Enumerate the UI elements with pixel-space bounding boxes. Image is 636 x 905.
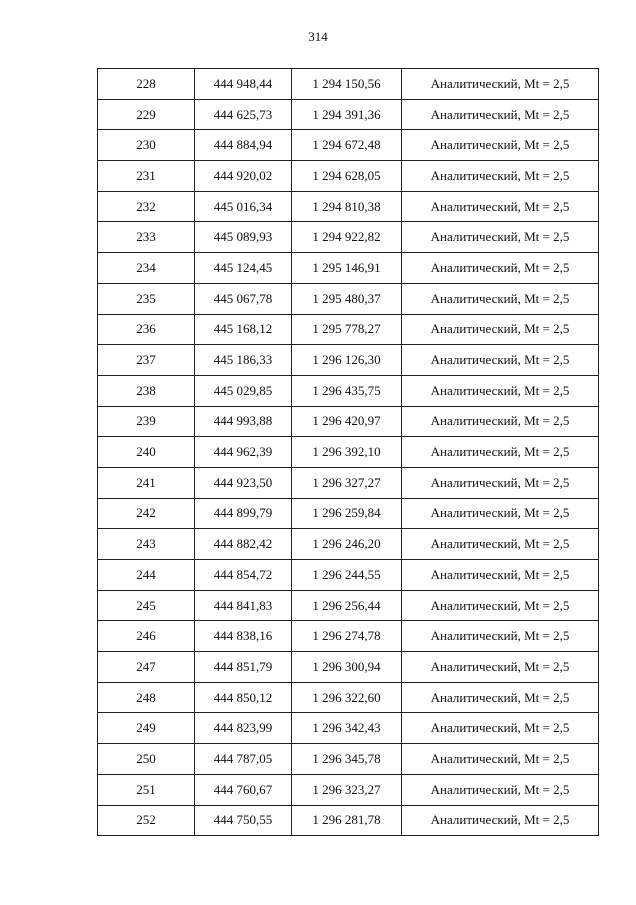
y-coordinate-cell: 1 294 150,56 xyxy=(292,69,402,100)
table-row xyxy=(98,253,599,284)
x-coordinate-cell: 444 884,94 xyxy=(195,130,292,161)
x-coordinate-cell: 444 882,42 xyxy=(195,529,292,560)
y-coordinate-cell: 1 296 342,43 xyxy=(292,713,402,744)
table-row xyxy=(98,314,599,345)
y-coordinate-cell: 1 296 392,10 xyxy=(292,437,402,468)
point-number-cell: 236 xyxy=(98,314,195,345)
method-cell: Аналитический, Mt = 2,5 xyxy=(402,744,599,775)
point-number-cell: 248 xyxy=(98,682,195,713)
method-cell: Аналитический, Mt = 2,5 xyxy=(402,283,599,314)
y-coordinate-cell: 1 296 435,75 xyxy=(292,375,402,406)
x-coordinate-cell: 444 841,83 xyxy=(195,590,292,621)
y-coordinate-cell: 1 296 323,27 xyxy=(292,774,402,805)
method-cell: Аналитический, Mt = 2,5 xyxy=(402,161,599,192)
table-row xyxy=(98,406,599,437)
table-row xyxy=(98,467,599,498)
x-coordinate-cell: 444 850,12 xyxy=(195,682,292,713)
method-cell: Аналитический, Mt = 2,5 xyxy=(402,560,599,591)
method-cell: Аналитический, Mt = 2,5 xyxy=(402,406,599,437)
point-number-cell: 252 xyxy=(98,805,195,836)
method-cell: Аналитический, Mt = 2,5 xyxy=(402,467,599,498)
table-row xyxy=(98,283,599,314)
method-cell: Аналитический, Mt = 2,5 xyxy=(402,590,599,621)
method-cell: Аналитический, Mt = 2,5 xyxy=(402,682,599,713)
table-row xyxy=(98,69,599,100)
x-coordinate-cell: 445 029,85 xyxy=(195,375,292,406)
x-coordinate-cell: 444 854,72 xyxy=(195,560,292,591)
table-row xyxy=(98,805,599,836)
table-row xyxy=(98,713,599,744)
method-cell: Аналитический, Mt = 2,5 xyxy=(402,99,599,130)
x-coordinate-cell: 445 089,93 xyxy=(195,222,292,253)
y-coordinate-cell: 1 296 244,55 xyxy=(292,560,402,591)
method-cell: Аналитический, Mt = 2,5 xyxy=(402,314,599,345)
table-row xyxy=(98,130,599,161)
y-coordinate-cell: 1 296 327,27 xyxy=(292,467,402,498)
table-row xyxy=(98,560,599,591)
x-coordinate-cell: 444 923,50 xyxy=(195,467,292,498)
point-number-cell: 234 xyxy=(98,253,195,284)
y-coordinate-cell: 1 295 480,37 xyxy=(292,283,402,314)
method-cell: Аналитический, Mt = 2,5 xyxy=(402,253,599,284)
x-coordinate-cell: 444 899,79 xyxy=(195,498,292,529)
y-coordinate-cell: 1 296 246,20 xyxy=(292,529,402,560)
method-cell: Аналитический, Mt = 2,5 xyxy=(402,652,599,683)
point-number-cell: 242 xyxy=(98,498,195,529)
table-row xyxy=(98,345,599,376)
table-row xyxy=(98,375,599,406)
y-coordinate-cell: 1 296 300,94 xyxy=(292,652,402,683)
method-cell: Аналитический, Mt = 2,5 xyxy=(402,191,599,222)
point-number-cell: 239 xyxy=(98,406,195,437)
point-number-cell: 235 xyxy=(98,283,195,314)
x-coordinate-cell: 444 962,39 xyxy=(195,437,292,468)
x-coordinate-cell: 445 168,12 xyxy=(195,314,292,345)
table-row xyxy=(98,682,599,713)
method-cell: Аналитический, Mt = 2,5 xyxy=(402,69,599,100)
table-row xyxy=(98,744,599,775)
table-row xyxy=(98,222,599,253)
point-number-cell: 246 xyxy=(98,621,195,652)
method-cell: Аналитический, Mt = 2,5 xyxy=(402,375,599,406)
method-cell: Аналитический, Mt = 2,5 xyxy=(402,437,599,468)
table-row xyxy=(98,652,599,683)
x-coordinate-cell: 445 124,45 xyxy=(195,253,292,284)
coordinates-table xyxy=(97,68,599,836)
y-coordinate-cell: 1 296 345,78 xyxy=(292,744,402,775)
point-number-cell: 244 xyxy=(98,560,195,591)
point-number-cell: 233 xyxy=(98,222,195,253)
y-coordinate-cell: 1 294 922,82 xyxy=(292,222,402,253)
point-number-cell: 249 xyxy=(98,713,195,744)
point-number-cell: 243 xyxy=(98,529,195,560)
method-cell: Аналитический, Mt = 2,5 xyxy=(402,222,599,253)
method-cell: Аналитический, Mt = 2,5 xyxy=(402,529,599,560)
x-coordinate-cell: 445 016,34 xyxy=(195,191,292,222)
point-number-cell: 245 xyxy=(98,590,195,621)
table-row xyxy=(98,774,599,805)
point-number-cell: 241 xyxy=(98,467,195,498)
table-row xyxy=(98,161,599,192)
point-number-cell: 228 xyxy=(98,69,195,100)
method-cell: Аналитический, Mt = 2,5 xyxy=(402,713,599,744)
table-row xyxy=(98,529,599,560)
point-number-cell: 229 xyxy=(98,99,195,130)
point-number-cell: 238 xyxy=(98,375,195,406)
y-coordinate-cell: 1 296 274,78 xyxy=(292,621,402,652)
point-number-cell: 232 xyxy=(98,191,195,222)
point-number-cell: 240 xyxy=(98,437,195,468)
x-coordinate-cell: 444 625,73 xyxy=(195,99,292,130)
table-row xyxy=(98,437,599,468)
method-cell: Аналитический, Mt = 2,5 xyxy=(402,805,599,836)
table-row xyxy=(98,498,599,529)
point-number-cell: 231 xyxy=(98,161,195,192)
point-number-cell: 250 xyxy=(98,744,195,775)
x-coordinate-cell: 445 067,78 xyxy=(195,283,292,314)
x-coordinate-cell: 444 993,88 xyxy=(195,406,292,437)
point-number-cell: 247 xyxy=(98,652,195,683)
table-body xyxy=(98,69,599,836)
method-cell: Аналитический, Mt = 2,5 xyxy=(402,621,599,652)
x-coordinate-cell: 444 760,67 xyxy=(195,774,292,805)
table-row xyxy=(98,99,599,130)
x-coordinate-cell: 444 750,55 xyxy=(195,805,292,836)
x-coordinate-cell: 444 823,99 xyxy=(195,713,292,744)
y-coordinate-cell: 1 296 281,78 xyxy=(292,805,402,836)
y-coordinate-cell: 1 296 259,84 xyxy=(292,498,402,529)
page-number: 314 xyxy=(308,29,328,44)
y-coordinate-cell: 1 294 391,36 xyxy=(292,99,402,130)
y-coordinate-cell: 1 296 256,44 xyxy=(292,590,402,621)
y-coordinate-cell: 1 294 672,48 xyxy=(292,130,402,161)
table-row xyxy=(98,590,599,621)
y-coordinate-cell: 1 294 810,38 xyxy=(292,191,402,222)
x-coordinate-cell: 444 787,05 xyxy=(195,744,292,775)
y-coordinate-cell: 1 294 628,05 xyxy=(292,161,402,192)
x-coordinate-cell: 445 186,33 xyxy=(195,345,292,376)
table-row xyxy=(98,621,599,652)
y-coordinate-cell: 1 296 322,60 xyxy=(292,682,402,713)
y-coordinate-cell: 1 296 126,30 xyxy=(292,345,402,376)
method-cell: Аналитический, Mt = 2,5 xyxy=(402,130,599,161)
method-cell: Аналитический, Mt = 2,5 xyxy=(402,345,599,376)
x-coordinate-cell: 444 838,16 xyxy=(195,621,292,652)
y-coordinate-cell: 1 295 778,27 xyxy=(292,314,402,345)
x-coordinate-cell: 444 920,02 xyxy=(195,161,292,192)
y-coordinate-cell: 1 296 420,97 xyxy=(292,406,402,437)
method-cell: Аналитический, Mt = 2,5 xyxy=(402,498,599,529)
x-coordinate-cell: 444 948,44 xyxy=(195,69,292,100)
table-row xyxy=(98,191,599,222)
point-number-cell: 237 xyxy=(98,345,195,376)
point-number-cell: 230 xyxy=(98,130,195,161)
y-coordinate-cell: 1 295 146,91 xyxy=(292,253,402,284)
point-number-cell: 251 xyxy=(98,774,195,805)
x-coordinate-cell: 444 851,79 xyxy=(195,652,292,683)
method-cell: Аналитический, Mt = 2,5 xyxy=(402,774,599,805)
